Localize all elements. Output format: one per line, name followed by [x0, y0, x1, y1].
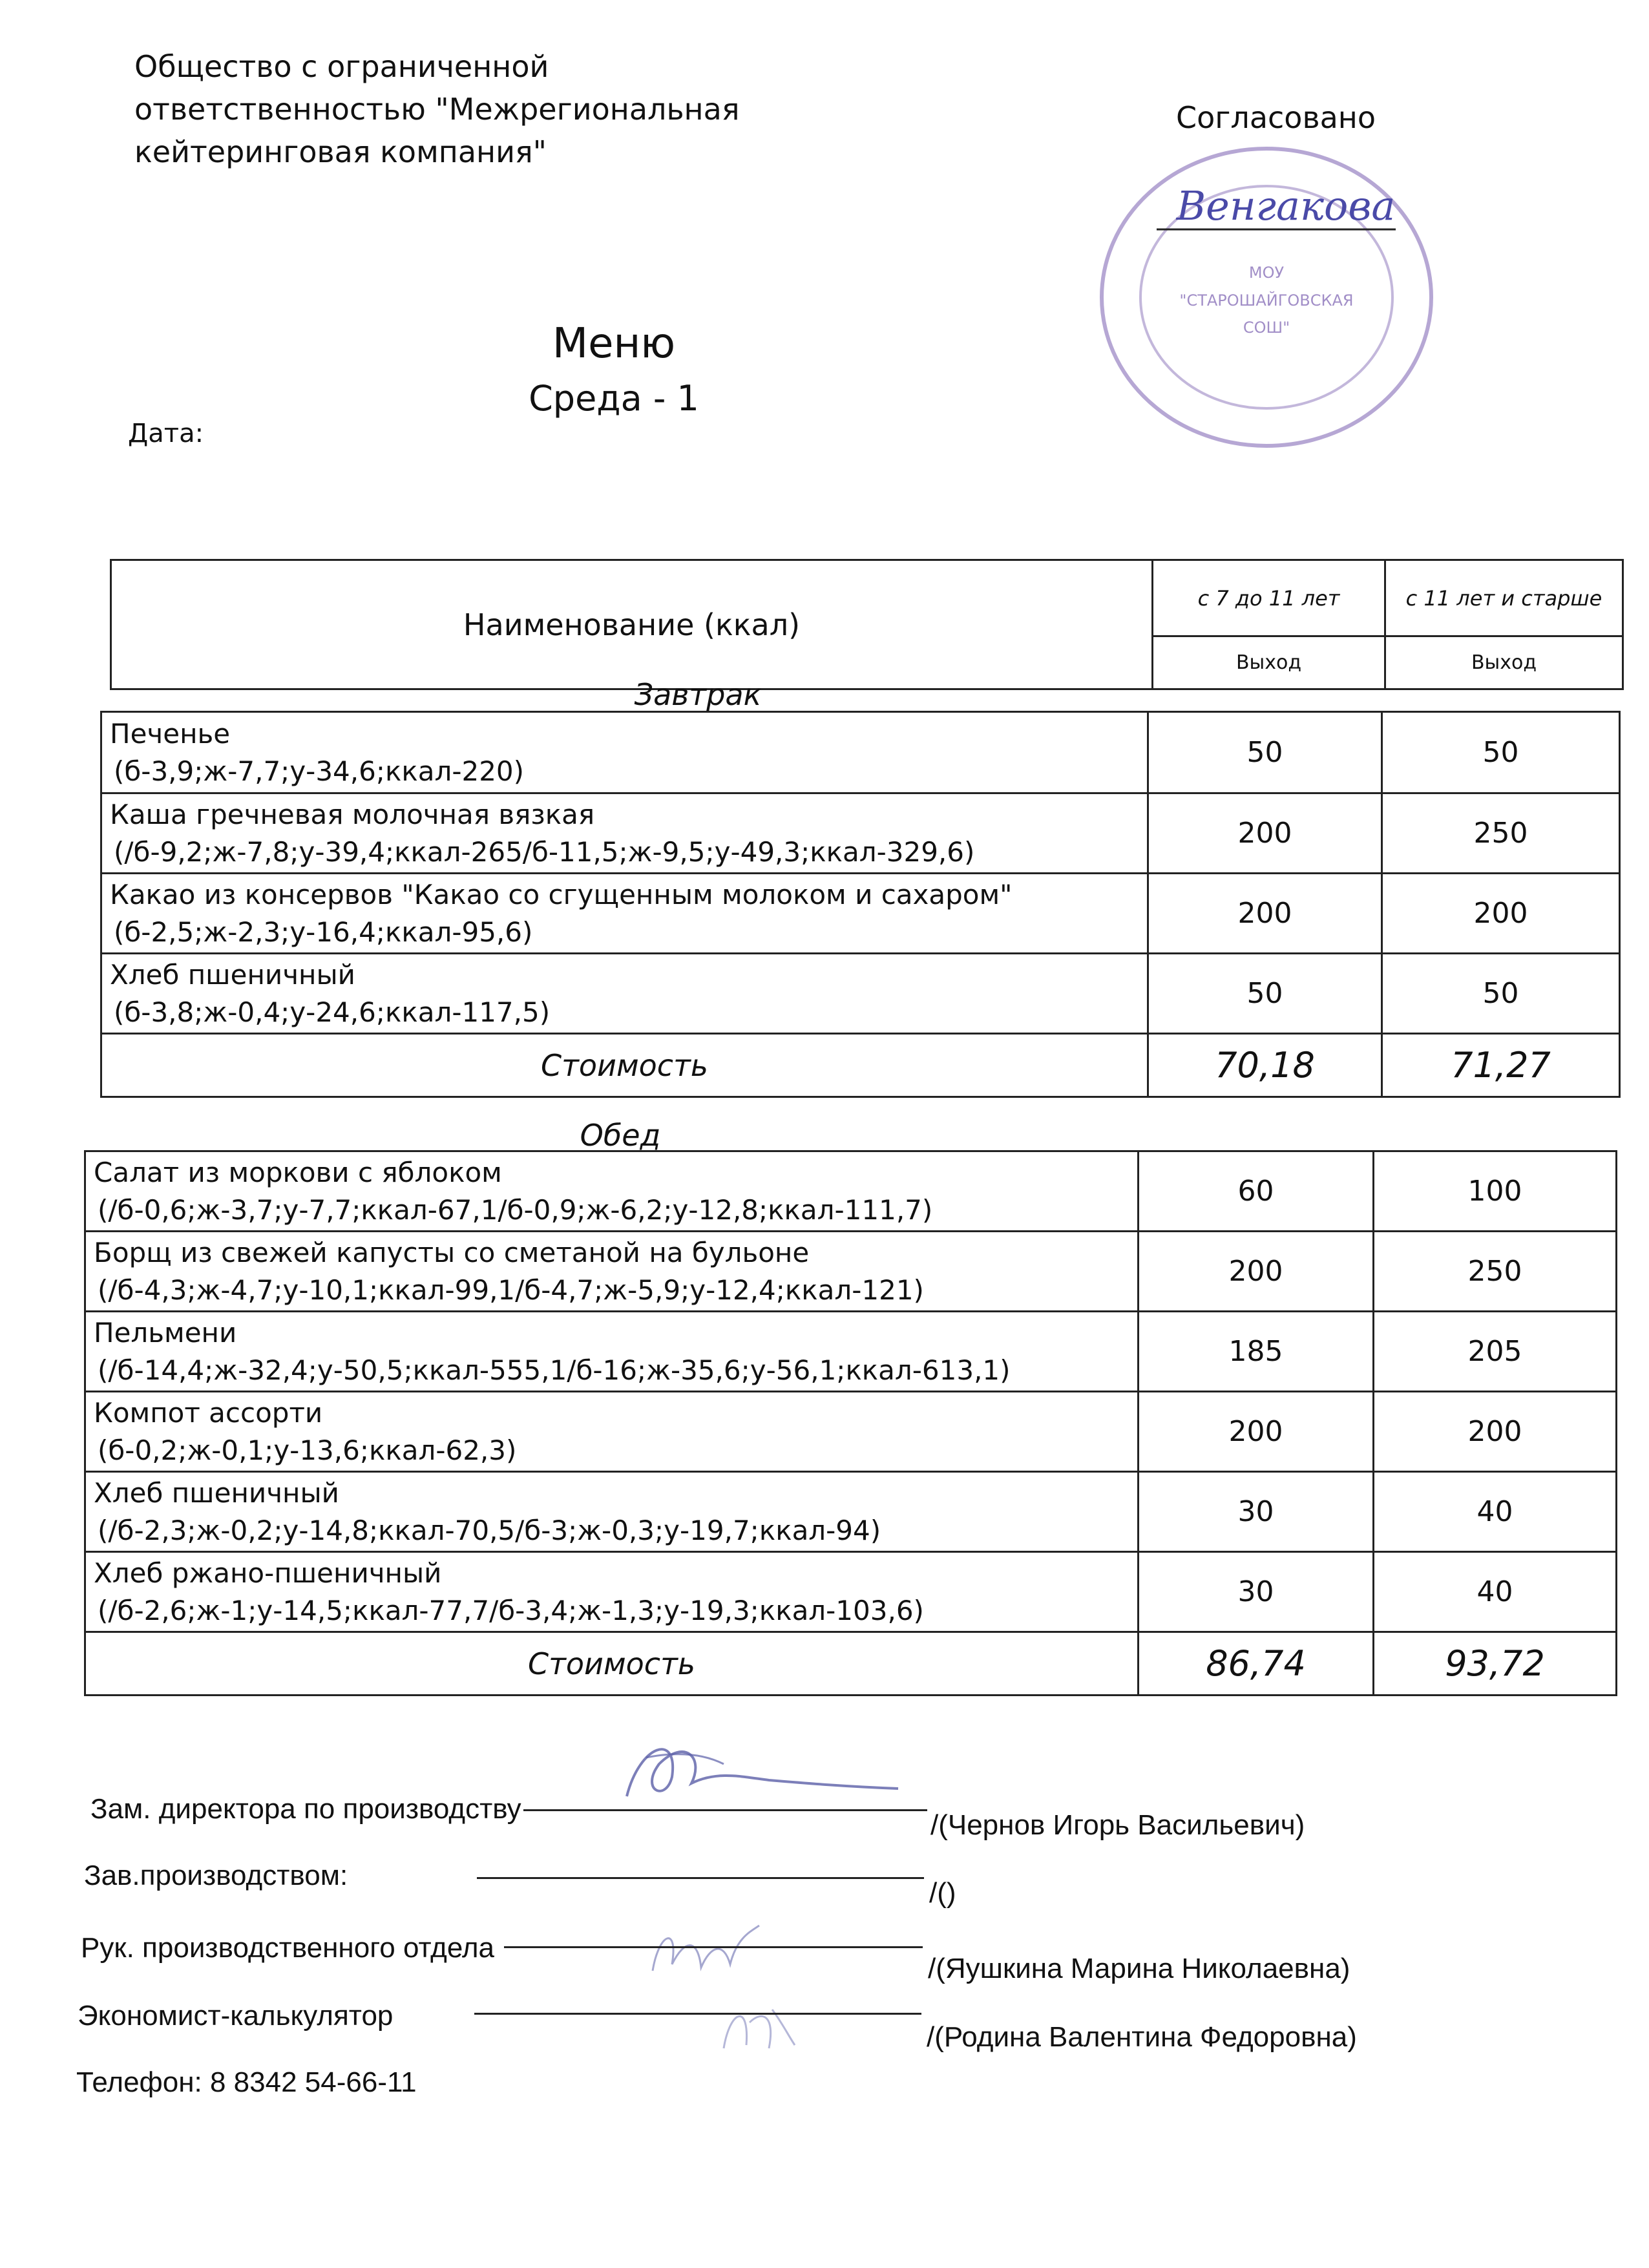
portion-7-11: 200: [1139, 1232, 1374, 1312]
portion-7-11: 30: [1139, 1552, 1374, 1632]
signature-line-4: [474, 2013, 921, 2015]
cost-row: [85, 1632, 1617, 1696]
dish-nutrition: (/б-0,6;ж-3,7;у-7,7;ккал-67,1/б-0,9;ж-6,2;у-12,8;ккал-111,7): [98, 1193, 933, 1226]
dish-cell: [85, 1312, 1139, 1392]
table-row: [101, 712, 1620, 793]
dish-name: Каша гречневая молочная вязкая: [110, 798, 595, 830]
signature-role-3: Рук. производственного отдела: [81, 1932, 494, 1964]
cost-11-plus: 93,72: [1374, 1632, 1617, 1696]
portion-11-plus: 250: [1382, 793, 1620, 874]
dish-cell: [85, 1472, 1139, 1552]
portion-7-11: 185: [1139, 1312, 1374, 1392]
column-output-1: Выход: [1153, 636, 1385, 689]
signature-mark-1: [601, 1719, 911, 1816]
signature-mark-2: [640, 1913, 769, 1990]
table-row: [85, 1312, 1617, 1392]
portion-7-11: 50: [1148, 712, 1382, 793]
signature-role-1: Зам. директора по производству: [90, 1793, 521, 1825]
portion-11-plus: 40: [1374, 1552, 1617, 1632]
column-age-7-11: с 7 до 11 лет: [1153, 560, 1385, 636]
stamp-text-1: МОУ: [1248, 264, 1285, 282]
portion-7-11: 60: [1139, 1151, 1374, 1232]
dish-nutrition: (/б-9,2;ж-7,8;у-39,4;ккал-265/б-11,5;ж-9,5;у-49,3;ккал-329,6): [114, 835, 975, 868]
dish-nutrition: (/б-2,6;ж-1;у-14,5;ккал-77,7/б-3,4;ж-1,3;у-19,3;ккал-103,6): [98, 1594, 924, 1626]
dish-name: Борщ из свежей капусты со сметаной на бульоне: [94, 1236, 810, 1268]
cost-label: Стоимость: [85, 1632, 1139, 1696]
signature-person-1: /(Чернов Игорь Васильевич): [930, 1809, 1305, 1841]
dish-name: Пельмени: [94, 1316, 237, 1349]
breakfast-title: Завтрак: [634, 677, 762, 712]
column-name-header: Наименование (ккал): [111, 560, 1153, 689]
portion-11-plus: 200: [1374, 1392, 1617, 1472]
stamp-text-2: "СТАРОШАЙГОВСКАЯ: [1179, 291, 1354, 310]
dish-cell: [101, 793, 1148, 874]
cost-7-11: 86,74: [1139, 1632, 1374, 1696]
signature-line-2: [477, 1877, 924, 1879]
dish-nutrition: (б-3,9;ж-7,7;у-34,6;ккал-220): [114, 755, 525, 787]
cost-7-11: 70,18: [1148, 1034, 1382, 1097]
table-row: [101, 874, 1620, 954]
table-row: [101, 954, 1620, 1034]
lunch-table: [84, 1150, 1617, 1696]
organization-name: [134, 45, 781, 173]
dish-cell: [85, 1392, 1139, 1472]
portion-11-plus: 205: [1374, 1312, 1617, 1392]
breakfast-table: [100, 711, 1621, 1098]
dish-cell: [101, 874, 1148, 954]
signature-line-3: [504, 1946, 923, 1948]
portion-7-11: 200: [1148, 874, 1382, 954]
signature-role-4: Экономист-калькулятор: [78, 2000, 394, 2032]
lunch-title: Обед: [580, 1118, 661, 1153]
dish-name: Хлеб ржано-пшеничный: [94, 1557, 442, 1589]
signature-line-1: [523, 1809, 927, 1811]
menu-day: Среда - 1: [529, 378, 699, 419]
dish-nutrition: (б-0,2;ж-0,1;у-13,6;ккал-62,3): [98, 1434, 517, 1466]
portion-11-plus: 250: [1374, 1232, 1617, 1312]
signature-mark-3: [711, 1984, 801, 2061]
school-stamp: [1092, 139, 1441, 456]
portion-7-11: 50: [1148, 954, 1382, 1034]
cost-11-plus: 71,27: [1382, 1034, 1620, 1097]
portion-11-plus: 40: [1374, 1472, 1617, 1552]
portion-11-plus: 100: [1374, 1151, 1617, 1232]
dish-nutrition: (б-3,8;ж-0,4;у-24,6;ккал-117,5): [114, 996, 551, 1028]
table-row: [85, 1392, 1617, 1472]
dish-cell: [101, 712, 1148, 793]
portion-11-plus: 50: [1382, 712, 1620, 793]
stamp-signature: Венгакова: [1176, 182, 1396, 229]
agreed-label: Согласовано: [1176, 100, 1376, 135]
org-line-1: Общество с ограниченной: [134, 49, 549, 84]
cost-row: [101, 1034, 1620, 1097]
dish-cell: [85, 1151, 1139, 1232]
org-line-3: кейтеринговая компания": [134, 134, 547, 169]
signature-person-2: /(): [929, 1877, 956, 1909]
table-row: [85, 1151, 1617, 1232]
dish-name: Салат из моркови с яблоком: [94, 1156, 502, 1188]
dish-nutrition: (б-2,5;ж-2,3;у-16,4;ккал-95,6): [114, 916, 533, 948]
dish-name: Какао из консервов "Какао со сгущенным молоком и сахаром": [110, 878, 1013, 910]
stamp-text-3: СОШ": [1243, 319, 1290, 337]
dish-cell: [101, 954, 1148, 1034]
dish-cell: [85, 1232, 1139, 1312]
table-row: [85, 1552, 1617, 1632]
table-row: [85, 1472, 1617, 1552]
portion-7-11: 200: [1139, 1392, 1374, 1472]
signature-person-3: /(Яушкина Марина Николаевна): [928, 1953, 1350, 1984]
table-row: [85, 1232, 1617, 1312]
signature-person-4: /(Родина Валентина Федоровна): [927, 2021, 1357, 2053]
page-title: Меню: [552, 320, 676, 368]
phone-number: Телефон: 8 8342 54-66-11: [76, 2066, 417, 2098]
date-label: Дата:: [128, 419, 204, 448]
dish-nutrition: (/б-14,4;ж-32,4;у-50,5;ккал-555,1/б-16;ж-35,6;у-56,1;ккал-613,1): [98, 1354, 1011, 1386]
dish-nutrition: (/б-2,3;ж-0,2;у-14,8;ккал-70,5/б-3;ж-0,3;у-19,7;ккал-94): [98, 1514, 881, 1546]
menu-header-table: [110, 559, 1624, 690]
column-age-11-plus: с 11 лет и старше: [1385, 560, 1623, 636]
dish-cell: [85, 1552, 1139, 1632]
dish-name: Хлеб пшеничный: [110, 958, 355, 991]
portion-11-plus: 200: [1382, 874, 1620, 954]
dish-nutrition: (/б-4,3;ж-4,7;у-10,1;ккал-99,1/б-4,7;ж-5,9;у-12,4;ккал-121): [98, 1274, 924, 1306]
column-output-2: Выход: [1385, 636, 1623, 689]
dish-name: Компот ассорти: [94, 1396, 323, 1429]
dish-name: Печенье: [110, 717, 231, 750]
cost-label: Стоимость: [101, 1034, 1148, 1097]
signature-role-2: Зав.производством:: [84, 1860, 348, 1891]
dish-name: Хлеб пшеничный: [94, 1476, 339, 1509]
portion-11-plus: 50: [1382, 954, 1620, 1034]
portion-7-11: 30: [1139, 1472, 1374, 1552]
table-row: [101, 793, 1620, 874]
org-line-2: ответственностью "Межрегиональная: [134, 92, 740, 127]
portion-7-11: 200: [1148, 793, 1382, 874]
